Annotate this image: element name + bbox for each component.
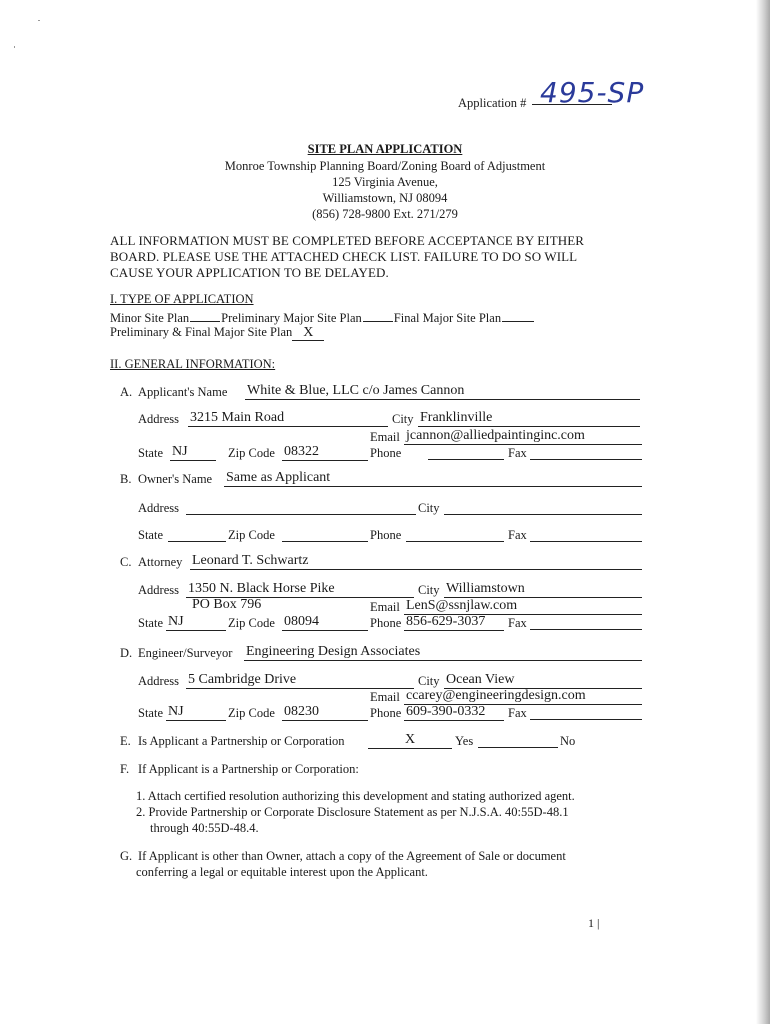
attorney-address2[interactable]: PO Box 796 xyxy=(192,597,262,612)
page-number: 1 | xyxy=(588,916,600,930)
attorney-phone-field[interactable]: 856-629-3037 xyxy=(404,614,504,631)
attorney-fax-label: Fax xyxy=(508,616,527,630)
applicant-state-field[interactable]: NJ xyxy=(170,444,216,461)
engineer-city-field[interactable]: Ocean View xyxy=(444,672,642,689)
final-major-label: Final Major Site Plan xyxy=(393,311,502,325)
engineer-email-label: Email xyxy=(370,690,400,704)
agreement-line2: conferring a legal or equitable interest upon the Applicant. xyxy=(136,865,428,879)
corporation-row: F. If Applicant is a Partnership or Corporation: xyxy=(120,762,359,776)
owner-phone-label: Phone xyxy=(370,528,402,542)
minor-site-plan-field[interactable] xyxy=(190,309,220,322)
applicant-row: A. Applicant's Name xyxy=(120,385,228,399)
attorney-email-label: Email xyxy=(370,600,400,614)
minor-site-plan-label: Minor Site Plan xyxy=(110,311,190,325)
engineer-state-field[interactable]: NJ xyxy=(166,704,226,721)
applicant-email-label: Email xyxy=(370,430,400,444)
owner-name-field[interactable]: Same as Applicant xyxy=(224,470,642,487)
engineer-email-field[interactable]: ccarey@engineeringdesign.com xyxy=(404,688,642,705)
engineer-fax-label: Fax xyxy=(508,706,527,720)
owner-state-label: State xyxy=(138,528,163,542)
application-number-value[interactable]: 495-SP xyxy=(540,76,645,109)
attorney-label: Attorney xyxy=(138,555,183,569)
applicant-phone-label: Phone xyxy=(370,446,402,460)
applicant-city-label: City xyxy=(392,412,414,426)
partnership-row: E. Is Applicant a Partnership or Corporation xyxy=(120,734,345,748)
applicant-zip-label: Zip Code xyxy=(228,446,275,460)
header-address1: 125 Virginia Avenue, xyxy=(332,175,438,189)
application-number-label: Application # xyxy=(458,96,527,110)
application-number-row xyxy=(458,96,526,111)
attorney-zip-field[interactable]: 08094 xyxy=(282,614,368,631)
owner-zip-label: Zip Code xyxy=(228,528,275,542)
attorney-phone-label: Phone xyxy=(370,616,402,630)
applicant-fax-label: Fax xyxy=(508,446,527,460)
applicant-zip-field[interactable]: 08322 xyxy=(282,444,368,461)
attorney-address-label: Address xyxy=(138,583,179,597)
applicant-fax-field[interactable] xyxy=(530,459,642,460)
engineer-name-field[interactable]: Engineering Design Associates xyxy=(244,644,642,661)
page-title: SITE PLAN APPLICATION xyxy=(307,142,463,156)
partnership-question: Is Applicant a Partnership or Corporation xyxy=(138,734,345,748)
application-type-row xyxy=(110,309,535,326)
section1-heading: I. TYPE OF APPLICATION xyxy=(110,292,254,306)
engineer-fax-field[interactable] xyxy=(530,719,642,720)
applicant-address-field[interactable]: 3215 Main Road xyxy=(188,410,388,427)
owner-row: B. Owner's Name xyxy=(120,472,213,486)
partnership-no-label: No xyxy=(560,734,576,748)
prelim-final-field[interactable]: X xyxy=(292,325,324,341)
engineer-label: Engineer/Surveyor xyxy=(138,646,233,660)
engineer-address-label: Address xyxy=(138,674,179,688)
attorney-email-field[interactable]: LenS@ssnjlaw.com xyxy=(404,598,642,615)
owner-fax-label: Fax xyxy=(508,528,527,542)
owner-address-field[interactable] xyxy=(186,514,416,515)
section2-heading: II. GENERAL INFORMATION: xyxy=(110,357,276,371)
applicant-address-label: Address xyxy=(138,412,179,426)
attorney-city-field[interactable]: Williamstown xyxy=(444,581,642,598)
prelim-final-label: Preliminary & Final Major Site Plan xyxy=(110,325,293,339)
attorney-row: C. Attorney xyxy=(120,555,183,569)
attorney-name-field[interactable]: Leonard T. Schwartz xyxy=(190,553,642,570)
agreement-row: G. If Applicant is other than Owner, attach a copy of the Agreement of Sale or document xyxy=(120,849,566,863)
attorney-city-label: City xyxy=(418,583,440,597)
applicant-name-label: Applicant's Name xyxy=(138,385,228,399)
applicant-city-field[interactable]: Franklinville xyxy=(418,410,640,427)
scan-speck xyxy=(14,46,15,48)
applicant-state-label: State xyxy=(138,446,163,460)
owner-city-label: City xyxy=(418,501,440,515)
attorney-address-field[interactable]: 1350 N. Black Horse Pike xyxy=(186,581,414,598)
prelim-major-label: Preliminary Major Site Plan xyxy=(221,311,362,325)
engineer-state-label: State xyxy=(138,706,163,720)
owner-address-label: Address xyxy=(138,501,179,515)
prelim-final-row xyxy=(110,325,324,341)
notice-line1: ALL INFORMATION MUST BE COMPLETED BEFORE ACCEPTANCE BY EITHER xyxy=(110,233,585,248)
engineer-phone-label: Phone xyxy=(370,706,402,720)
engineer-zip-label: Zip Code xyxy=(228,706,275,720)
final-major-field[interactable] xyxy=(502,309,534,322)
agreement-line1: If Applicant is other than Owner, attach a copy of the Agreement of Sale or document xyxy=(138,849,566,863)
owner-state-field[interactable] xyxy=(168,541,226,542)
applicant-name-field[interactable]: White & Blue, LLC c/o James Cannon xyxy=(245,383,640,400)
attorney-fax-field[interactable] xyxy=(530,629,642,630)
owner-fax-field[interactable] xyxy=(530,541,642,542)
applicant-email-field[interactable]: jcannon@alliedpaintinginc.com xyxy=(404,428,642,445)
engineer-zip-field[interactable]: 08230 xyxy=(282,704,368,721)
owner-phone-field[interactable] xyxy=(406,541,504,542)
attorney-state-label: State xyxy=(138,616,163,630)
engineer-row: D. Engineer/Surveyor xyxy=(120,646,233,660)
partnership-no-field[interactable] xyxy=(478,747,558,748)
engineer-city-label: City xyxy=(418,674,440,688)
partnership-yes-field[interactable]: X xyxy=(368,732,452,749)
owner-zip-field[interactable] xyxy=(282,541,368,542)
attorney-state-field[interactable]: NJ xyxy=(166,614,226,631)
attorney-zip-label: Zip Code xyxy=(228,616,275,630)
header-phone: (856) 728-9800 Ext. 271/279 xyxy=(312,207,458,221)
owner-name-label: Owner's Name xyxy=(138,472,213,486)
corporation-item1: 1. Attach certified resolution authorizing this development and stating authorized agent. xyxy=(136,789,575,803)
engineer-address-field[interactable]: 5 Cambridge Drive xyxy=(186,672,414,689)
corporation-item2-cont: through 40:55D-48.4. xyxy=(150,821,259,835)
header-org: Monroe Township Planning Board/Zoning Board of Adjustment xyxy=(224,159,546,173)
corporation-item2: 2. Provide Partnership or Corporate Disclosure Statement as per N.J.S.A. 40:55D-48.1 xyxy=(136,805,569,819)
prelim-major-field[interactable] xyxy=(363,309,393,322)
notice-line2: BOARD. PLEASE USE THE ATTACHED CHECK LIST. FAILURE TO DO SO WILL xyxy=(110,249,578,264)
corporation-text: If Applicant is a Partnership or Corporation: xyxy=(138,762,359,776)
engineer-phone-field[interactable]: 609-390-0332 xyxy=(404,704,504,721)
partnership-yes-label: Yes xyxy=(455,734,474,748)
scan-speck xyxy=(38,20,40,21)
applicant-phone-field[interactable] xyxy=(428,459,504,460)
notice-line3: CAUSE YOUR APPLICATION TO BE DELAYED. xyxy=(110,265,389,280)
header-address2: Williamstown, NJ 08094 xyxy=(322,191,448,205)
owner-city-field[interactable] xyxy=(444,514,642,515)
